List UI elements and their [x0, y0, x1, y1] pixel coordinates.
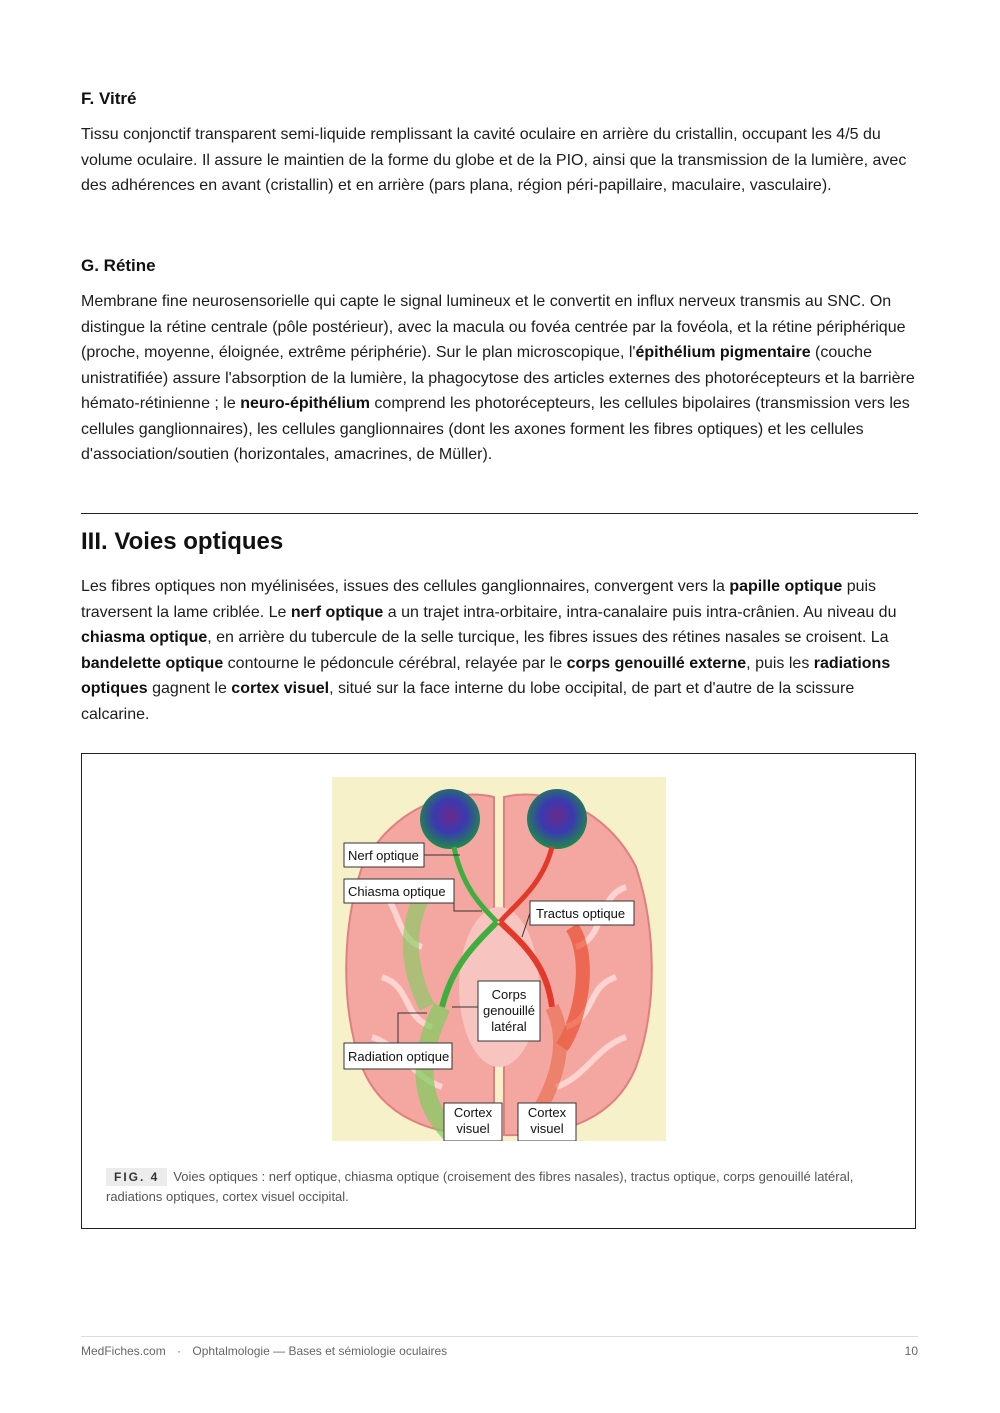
- section-g-body: Membrane fine neurosensorielle qui capte le signal lumineux et le convertit en influx nerveux transmis au SNC. On distingue la rétine centrale (pôle postérieur), avec la macula ou fovéa centrée par la fovéola, et la rétine périphérique (proche, moyenne, éloignée, extrême périphérie). Sur le plan microscopique, l'épithélium pigmentaire (couche unistratifiée) assure l'absorption de la lumière, la phagocytose des articles externes des photorécepteurs et la barrière hémato-rétinienne ; le neuro-épithélium comprend les photorécepteurs, les cellules bipolaires (transmission vers les cellules ganglionnaires), les cellules ganglionnaires (dont les axones forment les fibres optiques) et les cellules d'association/soutien (horizontales, amacrines, de Müller).: [81, 293, 915, 463]
- label-cortex-left-1: Cortex: [453, 1105, 493, 1120]
- label-corps-1: Corps: [491, 987, 527, 1002]
- label-chiasma-optique: Chiasma optique: [348, 884, 446, 899]
- footer-divider: [81, 1336, 918, 1337]
- section-iii-body: Les fibres optiques non myélinisées, issues des cellules ganglionnaires, convergent vers la papille optique puis traversent la lame criblée. Le nerf optique a un trajet intra-orbitaire, intra-canalaire puis intra-crânien. Au niveau du chiasma optique, en arrière du tubercule de la selle turcique, les fibres issues des rétines nasales se croisent. La bandelette optique contourne le pédoncule cérébral, relayée par le corps genouillé externe, puis les radiations optiques gagnent le cortex visuel, situé sur la face interne du lobe occipital, de part et d'autre de la scissure calcarine.: [81, 578, 897, 723]
- section-divider: [81, 513, 918, 514]
- section-f-title: F. Vitré: [81, 89, 137, 108]
- label-nerf-optique: Nerf optique: [348, 848, 419, 863]
- footer-title: Ophtalmologie — Bases et sémiologie oculaires: [192, 1344, 448, 1358]
- label-cortex-right-2: visuel: [530, 1121, 564, 1136]
- bold-neuro-epithelium: neuro-épithélium: [240, 395, 370, 412]
- figure-tag: FIG. 4: [106, 1168, 167, 1186]
- page-number: 10: [904, 1344, 918, 1358]
- section-g-title: G. Rétine: [81, 256, 156, 275]
- label-corps-2: genouillé: [482, 1003, 536, 1018]
- visual-pathway-illustration: [332, 777, 666, 1141]
- label-corps-3: latéral: [491, 1019, 527, 1034]
- footer-site: MedFiches.com: [81, 1344, 166, 1358]
- label-cortex-right-1: Cortex: [527, 1105, 567, 1120]
- section-iii-title: III. Voies optiques: [81, 528, 284, 555]
- footer-separator: ·: [177, 1344, 182, 1358]
- label-tractus-optique: Tractus optique: [536, 906, 626, 921]
- section-f-body: Tissu conjonctif transparent semi-liquide remplissant la cavité oculaire en arrière du cristallin, occupant les 4/5 du volume oculaire. Il assure le maintien de la forme du globe et de la PIO, ainsi que la transmission de la lumière, avec des adhérences en avant (cristallin) et en arrière (pars plana, région péri-papillaire, maculaire, vasculaire).: [81, 126, 907, 194]
- label-cortex-left-2: visuel: [456, 1121, 490, 1136]
- figure-caption: FIG. 4 Voies optiques : nerf optique, chiasma optique (croisement des fibres nasales), tractus optique, corps genouillé latéral, radiations optiques, cortex visuel occipital.: [106, 1169, 854, 1204]
- page-footer: [81, 1344, 918, 1358]
- figure-4: [81, 753, 916, 1229]
- label-radiation-optique: Radiation optique: [348, 1049, 450, 1064]
- bold-epithelium: épithélium pigmentaire: [635, 344, 811, 361]
